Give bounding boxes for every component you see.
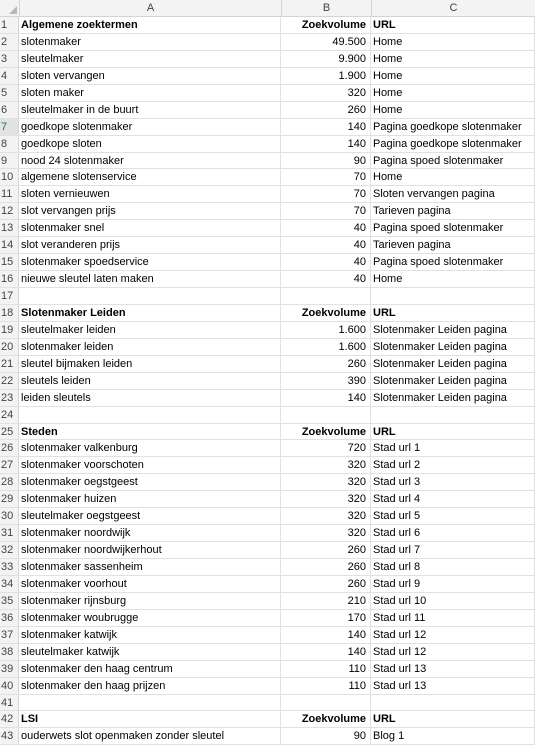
table-row [0, 525, 535, 542]
cell-url[interactable] [371, 407, 535, 423]
cell-search-volume[interactable]: 110 [281, 661, 371, 677]
table-row [0, 373, 535, 390]
row-header[interactable]: 16 [0, 271, 19, 287]
cell-search-volume[interactable]: 140 [281, 627, 371, 643]
cell-keyword[interactable]: Steden [19, 424, 281, 440]
cell-url[interactable]: Pagina goedkope slotenmaker [371, 136, 535, 152]
cell-url[interactable]: Home [371, 169, 535, 185]
cell-url[interactable]: Stad url 2 [371, 457, 535, 473]
table-row [0, 440, 535, 457]
row-header[interactable]: 27 [0, 457, 19, 473]
cell-keyword[interactable]: slotenmaker [19, 34, 281, 50]
cell-search-volume[interactable]: 1.600 [281, 322, 371, 338]
row-header[interactable]: 35 [0, 593, 19, 609]
table-row [0, 34, 535, 51]
select-all-button[interactable] [0, 0, 20, 16]
cell-url[interactable]: Stad url 12 [371, 644, 535, 660]
cell-search-volume[interactable]: 110 [281, 678, 371, 694]
cell-url[interactable] [371, 288, 535, 304]
table-row [0, 51, 535, 68]
cell-keyword[interactable]: slotenmaker woubrugge [19, 610, 281, 626]
cell-search-volume[interactable]: 70 [281, 169, 371, 185]
row-header[interactable]: 8 [0, 136, 19, 152]
cell-url[interactable]: Pagina goedkope slotenmaker [371, 119, 535, 135]
cell-search-volume[interactable]: 170 [281, 610, 371, 626]
cell-url[interactable]: Sloten vervangen pagina [371, 186, 535, 202]
cell-keyword[interactable]: Slotenmaker Leiden [19, 305, 281, 321]
table-row [0, 237, 535, 254]
cell-url[interactable]: Home [371, 271, 535, 287]
row-header[interactable]: 13 [0, 220, 19, 236]
cell-search-volume[interactable]: 320 [281, 508, 371, 524]
cell-search-volume[interactable]: 260 [281, 576, 371, 592]
table-row [0, 339, 535, 356]
row-header[interactable]: 28 [0, 474, 19, 490]
cell-url[interactable]: Pagina spoed slotenmaker [371, 153, 535, 169]
cell-keyword[interactable]: LSI [19, 711, 281, 727]
row-header[interactable]: 18 [0, 305, 19, 321]
table-row [0, 322, 535, 339]
cell-url[interactable]: Stad url 12 [371, 627, 535, 643]
table-row [0, 390, 535, 407]
cell-url[interactable]: Pagina spoed slotenmaker [371, 220, 535, 236]
cell-search-volume[interactable]: 90 [281, 153, 371, 169]
cell-keyword[interactable]: slotenmaker huizen [19, 491, 281, 507]
cell-search-volume[interactable]: Zoekvolume [281, 305, 371, 321]
cell-search-volume[interactable]: 320 [281, 474, 371, 490]
cell-url[interactable]: Slotenmaker Leiden pagina [371, 390, 535, 406]
cell-keyword[interactable]: sloten vernieuwen [19, 186, 281, 202]
row-header[interactable]: 36 [0, 610, 19, 626]
cell-keyword[interactable]: goedkope slotenmaker [19, 119, 281, 135]
cell-keyword[interactable]: slotenmaker snel [19, 220, 281, 236]
column-header-bar [0, 0, 535, 17]
cell-search-volume[interactable]: 260 [281, 559, 371, 575]
cell-keyword[interactable]: sloten vervangen [19, 68, 281, 84]
row-header[interactable]: 5 [0, 85, 19, 101]
table-row [0, 610, 535, 627]
cell-search-volume[interactable]: 140 [281, 119, 371, 135]
cell-keyword[interactable]: slotenmaker voorschoten [19, 457, 281, 473]
row-header[interactable]: 14 [0, 237, 19, 253]
cell-search-volume[interactable]: 390 [281, 373, 371, 389]
select-all-triangle-icon [9, 6, 17, 14]
cell-url[interactable]: Stad url 3 [371, 474, 535, 490]
column-header-b[interactable]: B [282, 0, 372, 16]
row-header[interactable]: 7 [0, 119, 19, 135]
cell-keyword[interactable]: sloten maker [19, 85, 281, 101]
cell-keyword[interactable]: slot vervangen prijs [19, 203, 281, 219]
cell-search-volume[interactable]: 720 [281, 440, 371, 456]
row-header[interactable]: 21 [0, 356, 19, 372]
cell-keyword[interactable] [19, 407, 281, 423]
cell-url[interactable]: Slotenmaker Leiden pagina [371, 373, 535, 389]
cell-search-volume[interactable]: 40 [281, 254, 371, 270]
table-row [0, 491, 535, 508]
cell-url[interactable]: Home [371, 85, 535, 101]
row-header[interactable]: 6 [0, 102, 19, 118]
cell-keyword[interactable]: slotenmaker voorhout [19, 576, 281, 592]
row-header[interactable]: 43 [0, 728, 19, 744]
cell-keyword[interactable]: slotenmaker valkenburg [19, 440, 281, 456]
cell-url[interactable]: Blog 1 [371, 728, 535, 744]
row-header[interactable]: 39 [0, 661, 19, 677]
table-section-header-row [0, 17, 535, 34]
table-row [0, 271, 535, 288]
cell-search-volume[interactable]: 70 [281, 186, 371, 202]
cell-keyword[interactable]: leiden sleutels [19, 390, 281, 406]
cell-url[interactable]: URL [371, 424, 535, 440]
cell-search-volume[interactable]: 260 [281, 542, 371, 558]
row-header[interactable]: 15 [0, 254, 19, 270]
table-row [0, 288, 535, 305]
cell-search-volume[interactable]: 40 [281, 237, 371, 253]
cell-search-volume[interactable]: 1.600 [281, 339, 371, 355]
row-header[interactable]: 42 [0, 711, 19, 727]
cell-keyword[interactable]: sleutelmaker [19, 51, 281, 67]
table-row [0, 508, 535, 525]
row-header[interactable]: 9 [0, 153, 19, 169]
cell-url[interactable]: Stad url 8 [371, 559, 535, 575]
row-header[interactable]: 10 [0, 169, 19, 185]
row-header[interactable]: 23 [0, 390, 19, 406]
cell-search-volume[interactable]: 9.900 [281, 51, 371, 67]
cell-keyword[interactable]: sleutelmaker katwijk [19, 644, 281, 660]
sheet-grid [0, 17, 535, 745]
cell-keyword[interactable]: slotenmaker sassenheim [19, 559, 281, 575]
cell-url[interactable]: Home [371, 51, 535, 67]
column-header-c[interactable]: C [372, 0, 535, 16]
cell-search-volume[interactable]: 320 [281, 491, 371, 507]
cell-keyword[interactable]: Algemene zoektermen [19, 17, 281, 33]
row-header[interactable]: 20 [0, 339, 19, 355]
cell-url[interactable]: Stad url 5 [371, 508, 535, 524]
cell-search-volume[interactable]: Zoekvolume [281, 424, 371, 440]
cell-search-volume[interactable] [281, 407, 371, 423]
row-header[interactable]: 41 [0, 695, 19, 711]
cell-search-volume[interactable]: 320 [281, 525, 371, 541]
cell-keyword[interactable]: slotenmaker den haag centrum [19, 661, 281, 677]
cell-keyword[interactable]: sleutels leiden [19, 373, 281, 389]
cell-keyword[interactable]: algemene slotenservice [19, 169, 281, 185]
table-section-header-row [0, 424, 535, 441]
cell-url[interactable]: Stad url 13 [371, 678, 535, 694]
table-row [0, 644, 535, 661]
row-header[interactable]: 2 [0, 34, 19, 50]
cell-url[interactable]: Stad url 9 [371, 576, 535, 592]
table-row [0, 457, 535, 474]
cell-url[interactable]: Pagina spoed slotenmaker [371, 254, 535, 270]
cell-keyword[interactable]: sleutel bijmaken leiden [19, 356, 281, 372]
row-header[interactable]: 3 [0, 51, 19, 67]
row-header[interactable]: 4 [0, 68, 19, 84]
cell-search-volume[interactable]: 140 [281, 644, 371, 660]
cell-url[interactable]: Home [371, 68, 535, 84]
table-section-header-row [0, 711, 535, 728]
cell-search-volume[interactable]: 320 [281, 457, 371, 473]
cell-keyword[interactable]: slotenmaker den haag prijzen [19, 678, 281, 694]
table-row [0, 678, 535, 695]
cell-keyword[interactable]: slotenmaker spoedservice [19, 254, 281, 270]
table-row [0, 407, 535, 424]
cell-search-volume[interactable]: 140 [281, 136, 371, 152]
table-row [0, 153, 535, 170]
row-header[interactable]: 22 [0, 373, 19, 389]
cell-keyword[interactable]: nieuwe sleutel laten maken [19, 271, 281, 287]
cell-keyword[interactable]: slotenmaker rijnsburg [19, 593, 281, 609]
table-row [0, 474, 535, 491]
table-row [0, 661, 535, 678]
table-row [0, 136, 535, 153]
cell-search-volume[interactable] [281, 695, 371, 711]
cell-url[interactable]: Stad url 11 [371, 610, 535, 626]
table-row [0, 542, 535, 559]
cell-keyword[interactable]: slot veranderen prijs [19, 237, 281, 253]
table-row [0, 254, 535, 271]
cell-search-volume[interactable]: 49.500 [281, 34, 371, 50]
cell-search-volume[interactable]: 210 [281, 593, 371, 609]
table-row [0, 119, 535, 136]
cell-keyword[interactable]: nood 24 slotenmaker [19, 153, 281, 169]
cell-search-volume[interactable]: 140 [281, 390, 371, 406]
row-header[interactable]: 34 [0, 576, 19, 592]
table-row [0, 169, 535, 186]
cell-keyword[interactable]: slotenmaker noordwijkerhout [19, 542, 281, 558]
table-row [0, 627, 535, 644]
table-section-header-row [0, 305, 535, 322]
row-header[interactable]: 31 [0, 525, 19, 541]
cell-keyword[interactable] [19, 288, 281, 304]
row-header[interactable]: 17 [0, 288, 19, 304]
cell-keyword[interactable]: sleutelmaker leiden [19, 322, 281, 338]
cell-url[interactable]: URL [371, 711, 535, 727]
cell-keyword[interactable] [19, 695, 281, 711]
cell-url[interactable]: Slotenmaker Leiden pagina [371, 356, 535, 372]
cell-keyword[interactable]: slotenmaker oegstgeest [19, 474, 281, 490]
row-header[interactable]: 32 [0, 542, 19, 558]
row-header[interactable]: 26 [0, 440, 19, 456]
table-row [0, 728, 535, 745]
row-header[interactable]: 12 [0, 203, 19, 219]
column-header-a[interactable]: A [20, 0, 282, 16]
cell-url[interactable]: Stad url 6 [371, 525, 535, 541]
cell-url[interactable]: Stad url 1 [371, 440, 535, 456]
table-row [0, 220, 535, 237]
cell-url[interactable]: Stad url 10 [371, 593, 535, 609]
table-row [0, 576, 535, 593]
row-header[interactable]: 30 [0, 508, 19, 524]
table-row [0, 85, 535, 102]
cell-url[interactable]: Slotenmaker Leiden pagina [371, 322, 535, 338]
cell-search-volume[interactable]: 40 [281, 220, 371, 236]
cell-url[interactable] [371, 695, 535, 711]
row-header[interactable]: 11 [0, 186, 19, 202]
cell-search-volume[interactable]: 1.900 [281, 68, 371, 84]
cell-search-volume[interactable]: Zoekvolume [281, 17, 371, 33]
cell-url[interactable]: URL [371, 305, 535, 321]
row-header[interactable]: 33 [0, 559, 19, 575]
cell-keyword[interactable]: slotenmaker noordwijk [19, 525, 281, 541]
table-row [0, 695, 535, 712]
table-row [0, 68, 535, 85]
cell-keyword[interactable]: ouderwets slot openmaken zonder sleutel [19, 728, 281, 744]
row-header[interactable]: 29 [0, 491, 19, 507]
cell-url[interactable]: Stad url 7 [371, 542, 535, 558]
cell-url[interactable]: Tarieven pagina [371, 237, 535, 253]
cell-keyword[interactable]: slotenmaker leiden [19, 339, 281, 355]
table-row [0, 593, 535, 610]
cell-url[interactable]: Slotenmaker Leiden pagina [371, 339, 535, 355]
cell-search-volume[interactable] [281, 288, 371, 304]
cell-search-volume[interactable]: 90 [281, 728, 371, 744]
table-row [0, 186, 535, 203]
cell-search-volume[interactable]: 70 [281, 203, 371, 219]
row-header[interactable]: 24 [0, 407, 19, 423]
row-header[interactable]: 37 [0, 627, 19, 643]
table-row [0, 559, 535, 576]
cell-keyword[interactable]: slotenmaker katwijk [19, 627, 281, 643]
row-header[interactable]: 40 [0, 678, 19, 694]
row-header[interactable]: 19 [0, 322, 19, 338]
cell-search-volume[interactable]: 260 [281, 356, 371, 372]
cell-url[interactable]: Stad url 4 [371, 491, 535, 507]
cell-search-volume[interactable]: 320 [281, 85, 371, 101]
cell-url[interactable]: URL [371, 17, 535, 33]
table-row [0, 102, 535, 119]
cell-url[interactable]: Home [371, 102, 535, 118]
cell-keyword[interactable]: sleutelmaker oegstgeest [19, 508, 281, 524]
table-row [0, 203, 535, 220]
cell-search-volume[interactable]: Zoekvolume [281, 711, 371, 727]
row-header[interactable]: 25 [0, 424, 19, 440]
cell-url[interactable]: Home [371, 34, 535, 50]
table-row [0, 356, 535, 373]
cell-url[interactable]: Tarieven pagina [371, 203, 535, 219]
cell-search-volume[interactable]: 40 [281, 271, 371, 287]
cell-keyword[interactable]: sleutelmaker in de buurt [19, 102, 281, 118]
cell-url[interactable]: Stad url 13 [371, 661, 535, 677]
cell-keyword[interactable]: goedkope sloten [19, 136, 281, 152]
cell-search-volume[interactable]: 260 [281, 102, 371, 118]
row-header[interactable]: 1 [0, 17, 19, 33]
row-header[interactable]: 38 [0, 644, 19, 660]
